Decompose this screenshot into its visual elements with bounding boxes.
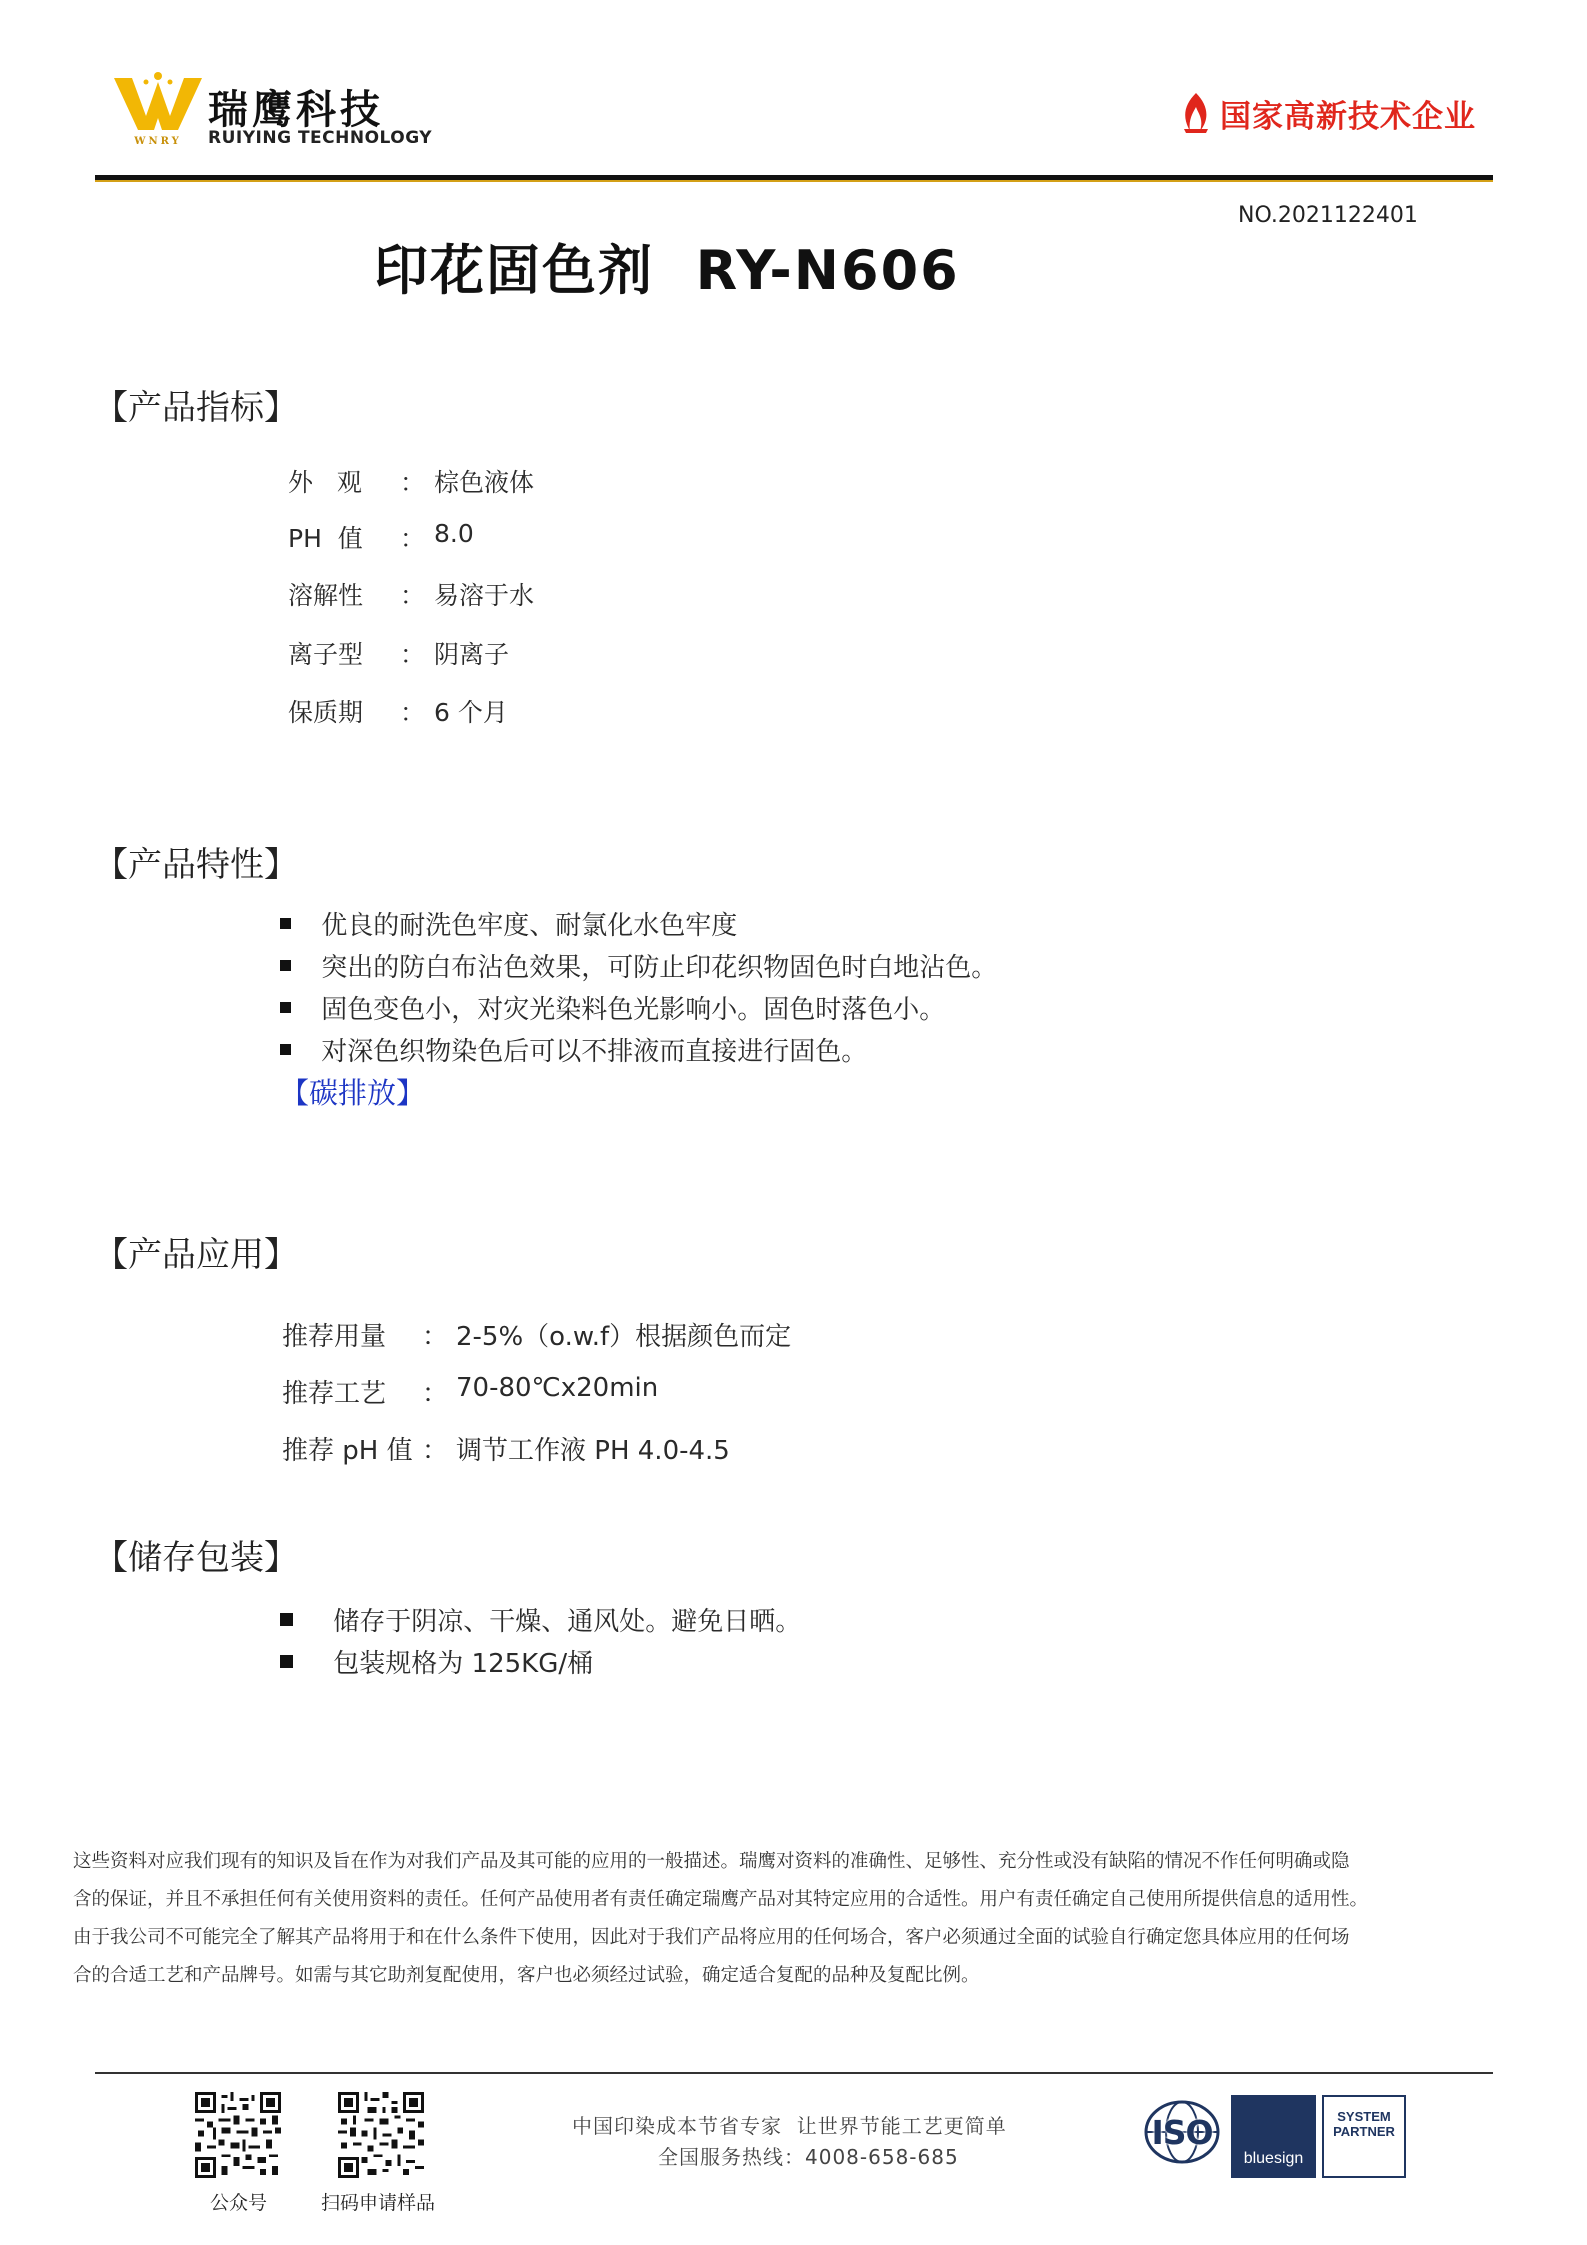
feature-text: 优良的耐洗色牢度、耐氯化水色牢度 (321, 911, 738, 941)
bluesign-logo (1231, 2095, 1316, 2178)
indicator-sep: ： (400, 698, 426, 727)
high-tech-enterprise-badge (1178, 88, 1476, 138)
indicator-value: 6 个月 (434, 698, 508, 727)
iso-text: ISO (1151, 2113, 1213, 2152)
indicator-sep: ： (400, 640, 426, 669)
brand-logo (112, 70, 204, 148)
disclaimer-line: 含的保证，并且不承担任何有关使用资料的责任。任何产品使用者有责任确定瑞鹰产品对其特定应用的合适性。用户有责任确定自己使用所提供信息的适用性。 (73, 1889, 1369, 1910)
qr-label-wechat: 公众号 (210, 2192, 268, 2214)
feature-text: 突出的防白布沾色效果，可防止印花织物固色时白地沾色。 (321, 953, 998, 983)
page-title: 印花固色剂 RY-N606 (374, 239, 960, 302)
list-item (280, 1031, 867, 1068)
application-key: 推荐用量 (282, 1322, 387, 1352)
qr-label-sample-request: 扫码申请样品 (321, 2192, 436, 2214)
document-number: NO.2021122401 (1238, 203, 1418, 228)
feature-text: 对深色织物染色后可以不排液而直接进行固色。 (321, 1037, 868, 1067)
application-key: 推荐工艺 (282, 1379, 387, 1409)
qr-code-sample-request-icon (338, 2092, 424, 2178)
bluesign-text: bluesign (1243, 2150, 1304, 2167)
bullet-square-icon (280, 918, 291, 929)
disclaimer-line: 合的合适工艺和产品牌号。如需与其它助剂复配使用，客户也必须经过试验，确定适合复配的品种及复配比例。 (73, 1965, 980, 1986)
storage-text: 储存于阴凉、干燥、通风处。避免日晒。 (333, 1607, 802, 1637)
bullet-square-icon (280, 960, 291, 971)
indicator-value: 8.0 (434, 519, 474, 548)
application-value: 2-5%（o.w.f）根据颜色而定 (456, 1322, 792, 1352)
bullet-square-icon (280, 1002, 291, 1013)
indicator-key: 保质期 (288, 698, 364, 727)
disclaimer-text (73, 1843, 1553, 1995)
feature-text: 固色变色小，对灾光染料色光影响小。固色时落色小。 (321, 995, 946, 1025)
list-item (280, 905, 737, 942)
system-partner-line: PARTNER (1333, 2124, 1395, 2139)
indicator-sep: ： (400, 524, 426, 553)
list-item (280, 947, 997, 984)
application-sep: ： (422, 1322, 449, 1352)
indicator-value: 棕色液体 (434, 468, 535, 497)
application-key: 推荐 pH 值 (282, 1436, 413, 1466)
system-partner-line: SYSTEM (1337, 2109, 1391, 2124)
application-value: 70-80℃x20min (456, 1373, 659, 1403)
indicator-sep: ： (400, 581, 426, 610)
high-tech-enterprise-text: 国家高新技术企业 (1220, 98, 1476, 135)
application-sep: ： (422, 1436, 449, 1466)
header-rule-accent (95, 180, 1493, 182)
indicator-value: 阴离子 (434, 640, 510, 669)
brand-name-cn: 瑞鹰科技 (208, 87, 384, 133)
list-item (280, 1601, 801, 1638)
system-partner-text (1324, 2109, 1404, 2139)
disclaimer-line: 这些资料对应我们现有的知识及旨在作为对我们产品及其可能的应用的一般描述。瑞鹰对资料的准确性、足够性、充分性或没有缺陷的情况不作任何明确或隐 (73, 1851, 1350, 1872)
application-sep: ： (422, 1379, 449, 1409)
qr-code-wechat-icon (195, 2092, 281, 2178)
high-tech-emblem-icon (1178, 91, 1214, 135)
footer-slogan: 中国印染成本节省专家 让世界节能工艺更简单 (572, 2114, 1007, 2138)
section-heading-storage: 【储存包装】 (94, 1538, 298, 1578)
features-list (280, 905, 1180, 1085)
bullet-square-icon (280, 1655, 293, 1668)
indicator-key: PH 值 (288, 524, 363, 553)
list-item (280, 989, 945, 1026)
indicator-sep: ： (400, 468, 426, 497)
bullet-square-icon (280, 1613, 293, 1626)
storage-text: 包装规格为 125KG/桶 (333, 1649, 594, 1679)
storage-list (280, 1601, 1180, 1691)
indicator-key: 离子型 (288, 640, 364, 669)
carbon-emission-label: 【碳排放】 (280, 1076, 426, 1110)
footer-rule (95, 2072, 1493, 2074)
indicator-key: 溶解性 (288, 581, 364, 610)
list-item (280, 1643, 593, 1680)
system-partner-badge (1322, 2095, 1406, 2178)
application-table (282, 1316, 982, 1476)
brand-name-en: RUIYING TECHNOLOGY (208, 128, 433, 148)
bullet-square-icon (280, 1044, 291, 1055)
service-hotline: 全国服务热线：4008-658-685 (658, 2145, 959, 2169)
section-heading-features: 【产品特性】 (94, 845, 298, 885)
brand-logo-letters: WNRY (134, 136, 182, 147)
section-heading-indicators: 【产品指标】 (94, 388, 298, 428)
indicator-value: 易溶于水 (434, 581, 535, 610)
disclaimer-line: 由于我公司不可能完全了解其产品将用于和在什么条件下使用，因此对于我们产品将应用的任何场合，客户必须通过全面的试验自行确定您具体应用的任何场 (73, 1927, 1350, 1948)
iso-logo (1140, 2096, 1224, 2168)
indicators-table (288, 463, 888, 743)
section-heading-application: 【产品应用】 (94, 1235, 298, 1275)
indicator-key: 外 观 (288, 468, 362, 497)
application-value: 调节工作液 PH 4.0-4.5 (456, 1436, 730, 1466)
